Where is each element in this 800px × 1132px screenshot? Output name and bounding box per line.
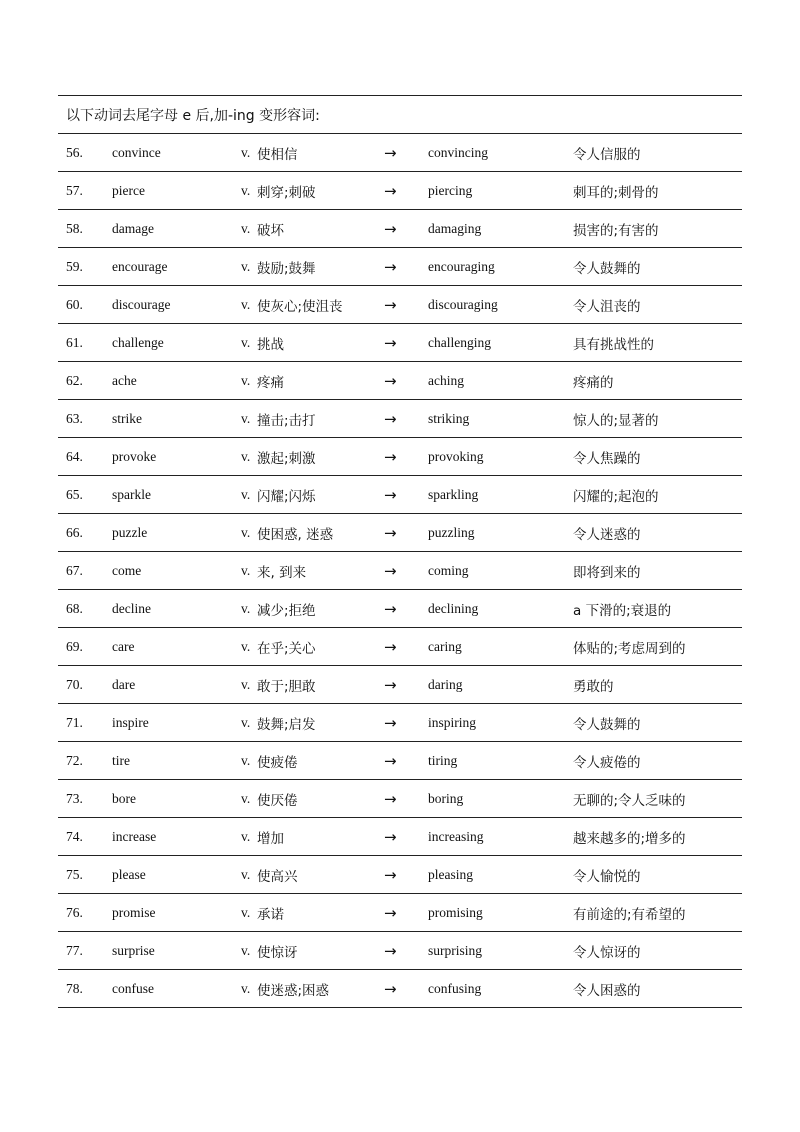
verb-meaning: 使迷惑;困惑 xyxy=(257,982,330,999)
item-number: 69. xyxy=(66,638,83,654)
list-item xyxy=(58,894,742,932)
list-item xyxy=(58,818,742,856)
arrow-icon: → xyxy=(384,333,397,352)
adjective: striking xyxy=(428,410,470,426)
verb: please xyxy=(112,866,146,882)
list-item xyxy=(58,590,742,628)
item-number: 62. xyxy=(66,372,83,388)
adjective-meaning: 体贴的;考虑周到的 xyxy=(573,640,686,657)
verb: increase xyxy=(112,828,157,844)
part-of-speech: v. xyxy=(241,524,251,540)
verb-meaning: 使惊讶 xyxy=(257,944,298,961)
item-number: 72. xyxy=(66,752,83,768)
arrow-icon: → xyxy=(384,789,397,808)
verb: provoke xyxy=(112,448,157,464)
part-of-speech: v. xyxy=(241,562,251,578)
part-of-speech: v. xyxy=(241,600,251,616)
adjective-meaning: 越来越多的;增多的 xyxy=(573,830,686,847)
verb: dare xyxy=(112,676,136,692)
verb-meaning: 使高兴 xyxy=(257,868,298,885)
arrow-icon: → xyxy=(384,485,397,504)
verb-meaning: 挑战 xyxy=(257,336,284,353)
adjective: aching xyxy=(428,372,464,388)
item-number: 58. xyxy=(66,220,83,236)
verb-meaning: 刺穿;刺破 xyxy=(257,184,316,201)
list-item xyxy=(58,438,742,476)
verb-meaning: 疼痛 xyxy=(257,374,284,391)
verb: decline xyxy=(112,600,151,616)
adjective-meaning: 有前途的;有希望的 xyxy=(573,906,686,923)
list-item xyxy=(58,400,742,438)
item-number: 59. xyxy=(66,258,83,274)
adjective: confusing xyxy=(428,980,482,996)
adjective: declining xyxy=(428,600,479,616)
arrow-icon: → xyxy=(384,409,397,428)
arrow-icon: → xyxy=(384,751,397,770)
verb: damage xyxy=(112,220,154,236)
adjective-meaning: 令人焦躁的 xyxy=(573,450,641,467)
section-header: 以下动词去尾字母 e 后,加-ing 变形容词: xyxy=(58,96,742,134)
list-item xyxy=(58,514,742,552)
part-of-speech: v. xyxy=(241,486,251,502)
arrow-icon: → xyxy=(384,637,397,656)
item-number: 74. xyxy=(66,828,83,844)
arrow-icon: → xyxy=(384,295,397,314)
part-of-speech: v. xyxy=(241,942,251,958)
part-of-speech: v. xyxy=(241,638,251,654)
verb-meaning: 敢于;胆敢 xyxy=(257,678,316,695)
verb: sparkle xyxy=(112,486,151,502)
list-item xyxy=(58,742,742,780)
adjective-meaning: 令人惊讶的 xyxy=(573,944,641,961)
verb: promise xyxy=(112,904,156,920)
arrow-icon: → xyxy=(384,713,397,732)
part-of-speech: v. xyxy=(241,182,251,198)
verb: bore xyxy=(112,790,136,806)
adjective-meaning: 勇敢的 xyxy=(573,678,614,695)
verb: come xyxy=(112,562,142,578)
verb-meaning: 使相信 xyxy=(257,146,298,163)
item-number: 64. xyxy=(66,448,83,464)
list-item xyxy=(58,476,742,514)
verb: strike xyxy=(112,410,142,426)
item-number: 67. xyxy=(66,562,83,578)
part-of-speech: v. xyxy=(241,828,251,844)
adjective: tiring xyxy=(428,752,458,768)
adjective-meaning: 损害的;有害的 xyxy=(573,222,659,239)
part-of-speech: v. xyxy=(241,448,251,464)
item-number: 56. xyxy=(66,144,83,160)
list-item xyxy=(58,362,742,400)
verb: ache xyxy=(112,372,137,388)
part-of-speech: v. xyxy=(241,334,251,350)
list-item xyxy=(58,704,742,742)
verb: pierce xyxy=(112,182,145,198)
arrow-icon: → xyxy=(384,827,397,846)
verb: care xyxy=(112,638,135,654)
arrow-icon: → xyxy=(384,599,397,618)
vocabulary-list xyxy=(58,134,742,1008)
item-number: 57. xyxy=(66,182,83,198)
list-item xyxy=(58,970,742,1008)
verb-meaning: 使疲倦 xyxy=(257,754,298,771)
adjective-meaning: 令人疲倦的 xyxy=(573,754,641,771)
verb: tire xyxy=(112,752,130,768)
verb-meaning: 鼓舞;启发 xyxy=(257,716,316,733)
verb-meaning: 使灰心;使沮丧 xyxy=(257,298,343,315)
verb-meaning: 破坏 xyxy=(257,222,284,239)
item-number: 75. xyxy=(66,866,83,882)
verb: confuse xyxy=(112,980,154,996)
adjective: encouraging xyxy=(428,258,495,274)
adjective: damaging xyxy=(428,220,482,236)
adjective-meaning: 惊人的;显著的 xyxy=(573,412,659,429)
verb-meaning: 使厌倦 xyxy=(257,792,298,809)
arrow-icon: → xyxy=(384,523,397,542)
item-number: 77. xyxy=(66,942,83,958)
list-item xyxy=(58,932,742,970)
part-of-speech: v. xyxy=(241,144,251,160)
adjective: boring xyxy=(428,790,464,806)
adjective: daring xyxy=(428,676,463,692)
item-number: 70. xyxy=(66,676,83,692)
verb-meaning: 来, 到来 xyxy=(257,564,307,581)
arrow-icon: → xyxy=(384,941,397,960)
list-item xyxy=(58,780,742,818)
item-number: 73. xyxy=(66,790,83,806)
item-number: 78. xyxy=(66,980,83,996)
verb: challenge xyxy=(112,334,164,350)
item-number: 68. xyxy=(66,600,83,616)
arrow-icon: → xyxy=(384,675,397,694)
adjective: sparkling xyxy=(428,486,479,502)
verb: surprise xyxy=(112,942,155,958)
arrow-icon: → xyxy=(384,979,397,998)
adjective-meaning: 即将到来的 xyxy=(573,564,641,581)
verb-meaning: 承诺 xyxy=(257,906,284,923)
adjective: challenging xyxy=(428,334,491,350)
adjective-meaning: 令人鼓舞的 xyxy=(573,716,641,733)
adjective: provoking xyxy=(428,448,484,464)
adjective-meaning: 具有挑战性的 xyxy=(573,336,654,353)
verb-meaning: 在乎;关心 xyxy=(257,640,316,657)
adjective-meaning: 刺耳的;刺骨的 xyxy=(573,184,659,201)
verb-meaning: 撞击;击打 xyxy=(257,412,316,429)
verb: convince xyxy=(112,144,161,160)
item-number: 65. xyxy=(66,486,83,502)
adjective: pleasing xyxy=(428,866,473,882)
adjective: coming xyxy=(428,562,469,578)
adjective: piercing xyxy=(428,182,473,198)
verb-meaning: 减少;拒绝 xyxy=(257,602,316,619)
list-item xyxy=(58,666,742,704)
adjective-meaning: 令人信服的 xyxy=(573,146,641,163)
list-item xyxy=(58,628,742,666)
adjective: caring xyxy=(428,638,462,654)
adjective-meaning: 闪耀的;起泡的 xyxy=(573,488,659,505)
list-item xyxy=(58,210,742,248)
arrow-icon: → xyxy=(384,447,397,466)
adjective: surprising xyxy=(428,942,482,958)
verb-meaning: 激起;刺激 xyxy=(257,450,316,467)
verb-meaning: 使困惑, 迷惑 xyxy=(257,526,334,543)
adjective: discouraging xyxy=(428,296,498,312)
list-item xyxy=(58,856,742,894)
item-number: 61. xyxy=(66,334,83,350)
adjective-meaning: 令人鼓舞的 xyxy=(573,260,641,277)
list-item xyxy=(58,552,742,590)
adjective-meaning: 令人沮丧的 xyxy=(573,298,641,315)
adjective: puzzling xyxy=(428,524,475,540)
vocabulary-sheet xyxy=(58,95,742,1008)
adjective-meaning: 令人困惑的 xyxy=(573,982,641,999)
adjective: increasing xyxy=(428,828,484,844)
adjective-meaning: 令人迷惑的 xyxy=(573,526,641,543)
adjective: promising xyxy=(428,904,483,920)
arrow-icon: → xyxy=(384,561,397,580)
list-item xyxy=(58,172,742,210)
adjective: convincing xyxy=(428,144,488,160)
adjective-meaning: 令人愉悦的 xyxy=(573,868,641,885)
item-number: 76. xyxy=(66,904,83,920)
arrow-icon: → xyxy=(384,257,397,276)
part-of-speech: v. xyxy=(241,752,251,768)
arrow-icon: → xyxy=(384,219,397,238)
verb-meaning: 闪耀;闪烁 xyxy=(257,488,316,505)
arrow-icon: → xyxy=(384,865,397,884)
verb: discourage xyxy=(112,296,171,312)
adjective-meaning: 无聊的;令人乏味的 xyxy=(573,792,686,809)
arrow-icon: → xyxy=(384,181,397,200)
part-of-speech: v. xyxy=(241,714,251,730)
list-item xyxy=(58,134,742,172)
part-of-speech: v. xyxy=(241,980,251,996)
list-item xyxy=(58,248,742,286)
arrow-icon: → xyxy=(384,371,397,390)
part-of-speech: v. xyxy=(241,904,251,920)
item-number: 71. xyxy=(66,714,83,730)
verb: encourage xyxy=(112,258,168,274)
adjective: inspiring xyxy=(428,714,477,730)
verb: inspire xyxy=(112,714,149,730)
part-of-speech: v. xyxy=(241,410,251,426)
part-of-speech: v. xyxy=(241,790,251,806)
part-of-speech: v. xyxy=(241,220,251,236)
item-number: 66. xyxy=(66,524,83,540)
item-number: 63. xyxy=(66,410,83,426)
part-of-speech: v. xyxy=(241,676,251,692)
arrow-icon: → xyxy=(384,143,397,162)
arrow-icon: → xyxy=(384,903,397,922)
part-of-speech: v. xyxy=(241,866,251,882)
list-item xyxy=(58,324,742,362)
adjective-meaning: a 下滑的;衰退的 xyxy=(573,602,672,619)
verb-meaning: 增加 xyxy=(257,830,284,847)
verb: puzzle xyxy=(112,524,148,540)
part-of-speech: v. xyxy=(241,258,251,274)
part-of-speech: v. xyxy=(241,296,251,312)
adjective-meaning: 疼痛的 xyxy=(573,374,614,391)
item-number: 60. xyxy=(66,296,83,312)
part-of-speech: v. xyxy=(241,372,251,388)
list-item xyxy=(58,286,742,324)
verb-meaning: 鼓励;鼓舞 xyxy=(257,260,316,277)
